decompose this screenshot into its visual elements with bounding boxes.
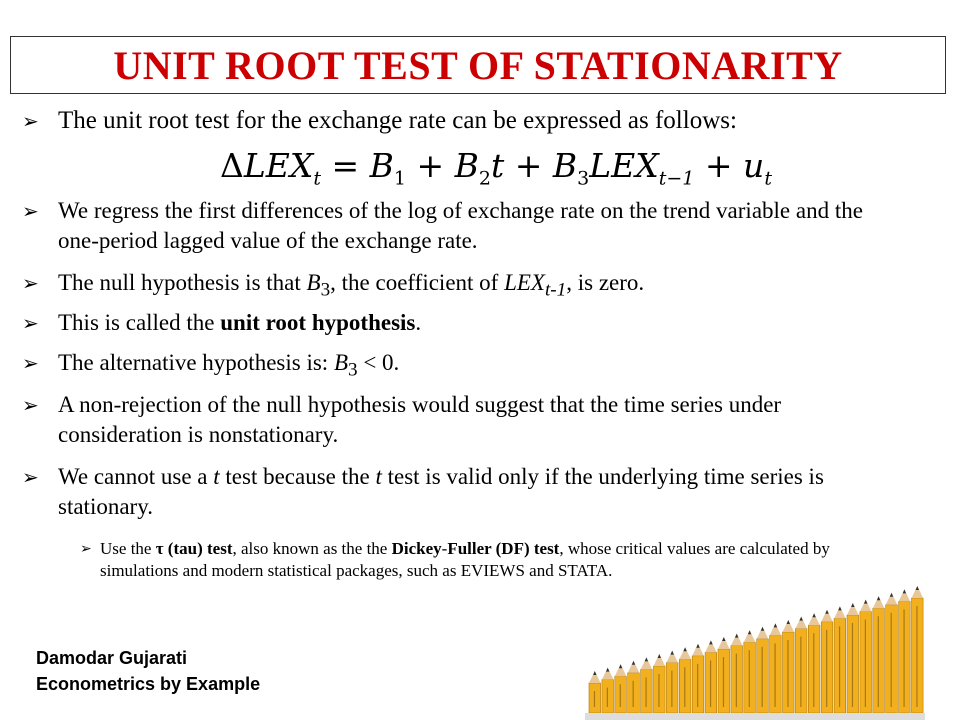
bullet-text: We regress the first differences of the log of exchange rate on the trend variable and the one-period lagged value of the exchange rate.	[58, 198, 863, 253]
pencil-icon	[821, 610, 833, 713]
pencil-icon	[666, 651, 678, 713]
bullet-non-rejection	[22, 390, 888, 450]
pencil-icon	[705, 640, 717, 713]
pencil-icon	[757, 627, 769, 713]
arrow-bullet-icon: ➢	[22, 393, 39, 417]
arrow-bullet-icon: ➢	[22, 199, 39, 223]
arrow-bullet-icon: ➢	[22, 465, 39, 489]
pencil-icon	[602, 668, 614, 713]
pencil-icon	[641, 657, 653, 713]
pencil-icon	[744, 630, 756, 713]
bullet-t-test	[22, 462, 888, 522]
footer-credit	[36, 645, 260, 697]
bullet-text: We cannot use a t test because the t test is valid only if the underlying time series is stationary.	[58, 464, 824, 519]
arrow-bullet-icon: ➢	[80, 541, 92, 557]
sub-bullet-tau-test	[80, 538, 880, 582]
bullet-text: A non-rejection of the null hypothesis would suggest that the time series under consideration is nonstationary.	[58, 392, 782, 447]
bullet-unit-root	[22, 308, 888, 338]
pencil-icon	[860, 600, 872, 713]
arrow-bullet-icon: ➢	[22, 311, 39, 335]
pencil-icon	[873, 596, 885, 713]
pencil-icon	[718, 637, 730, 713]
pencil-icon	[834, 606, 846, 713]
pencil-icon	[847, 603, 859, 713]
author-name: Damodar Gujarati	[36, 648, 188, 668]
bullet-text: The null hypothesis is that $B_3$, the coefficient of $LEX_{t-1}$, is zero.	[58, 270, 645, 301]
title-box	[10, 36, 946, 94]
slide-title: UNIT ROOT TEST OF STATIONARITY	[113, 42, 843, 88]
pencil-icon	[783, 620, 795, 713]
arrow-bullet-icon: ➢	[22, 351, 39, 375]
pencil-icon	[795, 617, 807, 713]
bullet-text: Use the τ (tau) test, also known as the the Dickey-Fuller (DF) test, whose critical values are calculated by simulations and modern statistical packages, such as EVIEWS and STATA.	[100, 539, 830, 580]
pencil-icon	[770, 623, 782, 713]
pencil-icon	[692, 644, 704, 713]
pencil-icon	[886, 593, 898, 713]
bullet-regress	[22, 196, 888, 256]
bullet-null-hypothesis	[22, 268, 888, 306]
pencil-icon	[899, 589, 911, 713]
pencil-icon	[589, 671, 601, 713]
bullet-text: The alternative hypothesis is: $B_3 < 0$.	[58, 350, 400, 381]
arrow-bullet-icon: ➢	[22, 271, 39, 295]
bullet-intro	[22, 106, 938, 136]
pencil-icon	[912, 586, 924, 713]
pencil-icon	[731, 634, 743, 713]
pencil-icon	[615, 664, 627, 713]
arrow-bullet-icon: ➢	[22, 109, 39, 133]
pencil-icon	[628, 661, 640, 713]
bullet-text: This is called the unit root hypothesis.	[58, 310, 422, 335]
pencil-icon	[654, 654, 666, 713]
pencil-icon	[808, 613, 820, 713]
pencils-image	[585, 585, 925, 720]
book-title: Econometrics by Example	[36, 674, 261, 694]
pencil-icon	[679, 647, 691, 713]
bullet-alternative	[22, 348, 888, 386]
unit-root-equation: $\Delta LEX_t = B_1 + B_2t + B_3LEX_{t-1} + u_t$	[220, 146, 772, 190]
bullet-text: The unit root test for the exchange rate can be expressed as follows:	[58, 107, 737, 134]
